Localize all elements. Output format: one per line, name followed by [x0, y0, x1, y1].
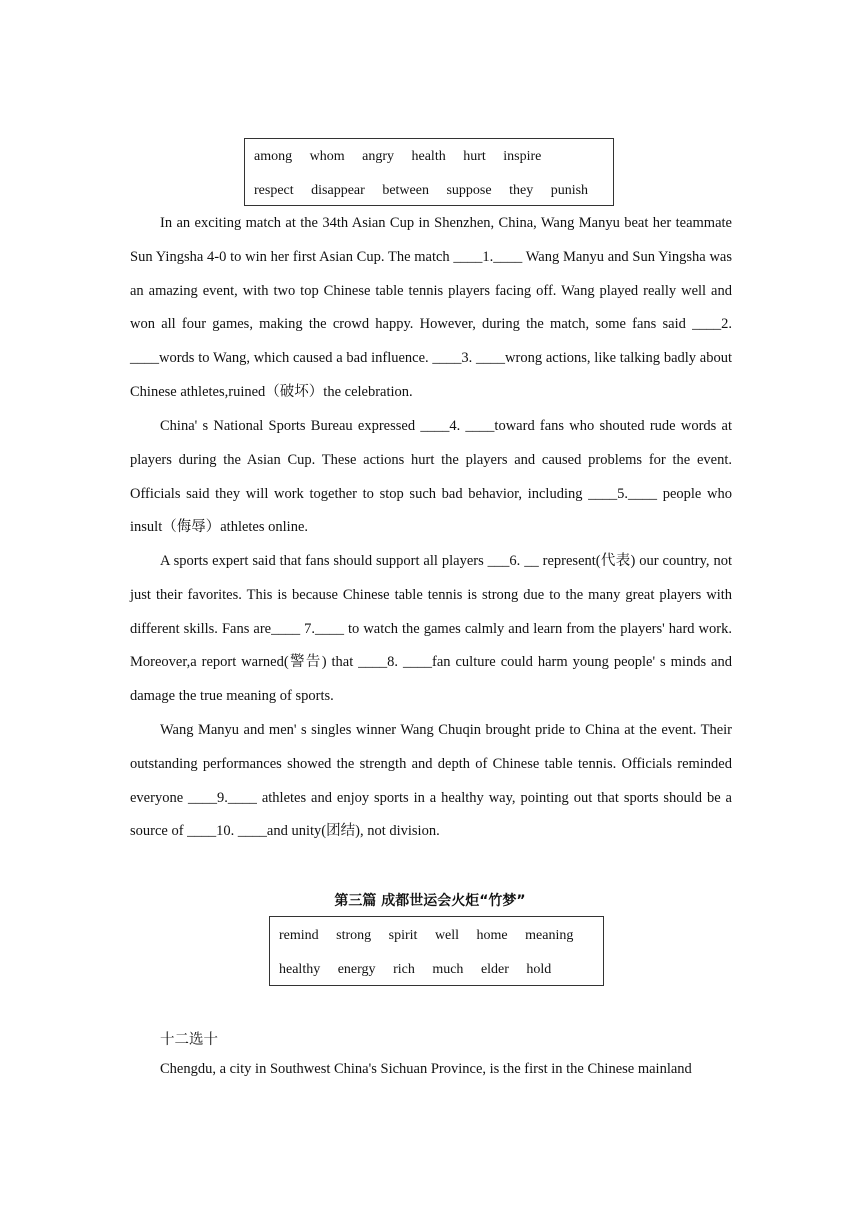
word-bank-word: angry	[362, 149, 394, 164]
passage-paragraph: In an exciting match at the 34th Asian Cup in Shenzhen, China, Wang Manyu beat her teammate Sun Yingsha 4-0 to win her first Asian Cup. The match ____1.____ Wang Manyu and Sun Yingsha was an amazing event, with two top Chinese table tennis players facing off. Wang played really well and won all four games, making the crowd happy. However, during the match, some fans said ____2. ____words to Wang, which caused a bad influence. ____3. ____wrong actions, like talking badly about Chinese athletes,ruined（破坏）the celebration.	[130, 215, 732, 400]
passage-paragraph: Chengdu, a city in Southwest China's Sichuan Province, is the first in the Chinese mainland	[160, 1061, 692, 1077]
word-bank-box	[269, 916, 604, 986]
word-bank-word: healthy	[279, 962, 321, 977]
task-type-label: 十二选十	[160, 1032, 218, 1048]
word-bank-word: much	[432, 962, 464, 977]
passage-paragraph: Wang Manyu and men' s singles winner Wang Chuqin brought pride to China at the event. Their outstanding performances showed the strength and depth of Chinese table tennis. Officials reminded everyone ____9.____ athletes and enjoy sports in a healthy way, pointing out that sports should be a source of ____10. ____and unity(团结), not division.	[130, 722, 732, 840]
word-bank-word: health	[411, 149, 446, 164]
word-bank-row	[254, 183, 602, 199]
word-bank-word: home	[476, 928, 508, 943]
word-bank-word: strong	[336, 928, 372, 943]
word-bank-word: meaning	[525, 928, 574, 943]
word-bank-word: whom	[309, 149, 345, 164]
word-bank-word: inspire	[503, 149, 542, 164]
word-bank-word: elder	[480, 962, 509, 977]
word-bank-word: well	[434, 928, 460, 943]
word-bank-word: suppose	[446, 183, 492, 198]
word-bank-word: among	[254, 149, 293, 164]
word-bank-word: punish	[550, 183, 589, 198]
word-bank-word: rich	[393, 962, 415, 977]
passage-paragraph: A sports expert said that fans should support all players ___6. __ represent(代表) our country, not just their favorites. This is because Chinese table tennis is strong due to the many great players with different skills. Fans are____ 7.____ to watch the games calmly and learn from the players' hard work. Moreover,a report warned(警告) that ____8. ____fan culture could harm young people' s minds and damage the true meaning of sports.	[130, 553, 732, 705]
word-bank-box	[244, 138, 614, 206]
word-bank-row	[279, 962, 565, 978]
section-heading: 第三篇 成都世运会火炬“竹梦”	[334, 893, 526, 909]
word-bank-row	[279, 928, 587, 944]
passage-paragraph: China' s National Sports Bureau expressed ____4. ____toward fans who shouted rude words at players during the Asian Cup. These actions hurt the players and caused problems for the event. Officials said they will work together to stop such bad behavior, including ____5.____ people who insult（侮辱）athletes online.	[130, 418, 732, 536]
word-bank-row	[254, 149, 555, 165]
word-bank-word: remind	[279, 928, 319, 943]
word-bank-word: disappear	[311, 183, 365, 198]
word-bank-word: between	[382, 183, 429, 198]
word-bank-word: spirit	[388, 928, 418, 943]
word-bank-word: they	[509, 183, 534, 198]
word-bank-word: respect	[254, 183, 294, 198]
word-bank-word: hold	[526, 962, 552, 977]
word-bank-word: energy	[337, 962, 376, 977]
word-bank-word: hurt	[463, 149, 486, 164]
